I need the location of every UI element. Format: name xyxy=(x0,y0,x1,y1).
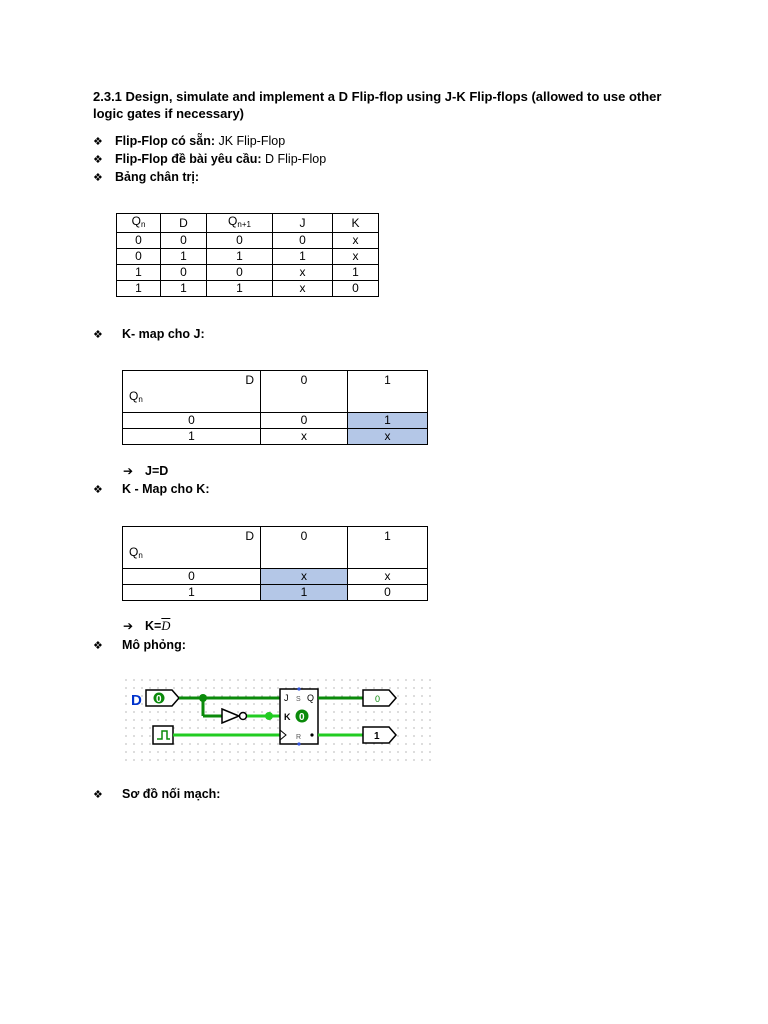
diamond-bullet-icon: ❖ xyxy=(93,640,103,652)
header-qn: $Q_n$ xyxy=(117,214,161,233)
wire-junction xyxy=(265,712,273,720)
bullet-wiring xyxy=(93,786,220,803)
bullet-required-flipflop xyxy=(93,151,326,168)
truth-table-label: Bảng chân trị: xyxy=(115,170,200,184)
diamond-bullet-icon: ❖ xyxy=(93,329,103,341)
diamond-bullet-icon: ❖ xyxy=(93,172,103,184)
required-label: Flip-Flop đề bài yêu cầu: xyxy=(115,152,262,166)
simulation-label: Mô phỏng: xyxy=(122,638,186,652)
table-cell: x xyxy=(273,281,333,297)
table-cell: 1 xyxy=(207,249,273,265)
table-cell: 1 xyxy=(161,281,207,297)
table-cell: 0 xyxy=(161,233,207,249)
table-cell: 1 xyxy=(333,265,379,281)
kmap-col-header: 1 xyxy=(348,371,428,413)
input-d-label: D xyxy=(131,692,142,709)
right-arrow-icon: ➔ xyxy=(123,464,134,478)
table-cell: x xyxy=(273,265,333,281)
table-row xyxy=(117,249,379,265)
kmap-row-label: 0 xyxy=(123,569,261,585)
required-value: D Flip-Flop xyxy=(261,152,327,166)
table-row xyxy=(123,585,428,601)
kmap-header-row xyxy=(123,371,428,413)
table-cell: 0 xyxy=(273,233,333,249)
table-row xyxy=(117,265,379,281)
table-row xyxy=(123,413,428,429)
table-cell: 0 xyxy=(117,233,161,249)
right-arrow-icon: ➔ xyxy=(123,619,134,633)
table-row xyxy=(123,429,428,445)
diamond-bullet-icon: ❖ xyxy=(93,789,103,801)
table-cell: x xyxy=(333,249,379,265)
table-row xyxy=(117,281,379,297)
kmap-header-row xyxy=(123,527,428,569)
table-cell: 1 xyxy=(117,265,161,281)
simulation-circuit xyxy=(122,676,432,766)
table-cell: 1 xyxy=(207,281,273,297)
kmap-corner: D $Q_n$ xyxy=(123,527,261,569)
bullet-kmap-k xyxy=(93,481,210,498)
input-pin-d-value: 0 xyxy=(156,694,162,705)
kmap-cell: x xyxy=(261,429,348,445)
kmap-k-table xyxy=(122,526,428,601)
not-gate-bubble xyxy=(240,713,247,720)
ff-state-value: 0 xyxy=(299,712,305,723)
kmap-col-header: 0 xyxy=(261,527,348,569)
header-qn1: $Q_{n+1}$ xyxy=(207,214,273,233)
kmap-row-label: 1 xyxy=(123,585,261,601)
kmap-cell: 0 xyxy=(261,413,348,429)
pin-r-label: R xyxy=(296,734,302,741)
kmap-k-label: K - Map cho K: xyxy=(122,482,210,496)
kmap-j-result: ➔ J=D xyxy=(123,464,169,478)
kmap-cell-highlighted: x xyxy=(261,569,348,585)
kmap-corner: D $Q_n$ xyxy=(123,371,261,413)
diamond-bullet-icon: ❖ xyxy=(93,136,103,148)
clock-source[interactable] xyxy=(153,726,173,744)
kmap-col-header: 0 xyxy=(261,371,348,413)
available-label: Flip-Flop có sẵn: xyxy=(115,134,215,148)
section-title: 2.3.1 Design, simulate and implement a D Flip-flop using J-K Flip-flops (allowed to use other logic gates if necessary) xyxy=(93,89,662,121)
kmap-k-result: ➔ $K=\overline{D}$ xyxy=(123,619,171,633)
output-pin-q-value: 0 xyxy=(375,694,381,704)
table-cell: x xyxy=(333,233,379,249)
table-cell: 0 xyxy=(333,281,379,297)
table-cell: 1 xyxy=(161,249,207,265)
header-d: D xyxy=(161,214,207,233)
kmap-cell: x xyxy=(348,569,428,585)
header-k: K xyxy=(333,214,379,233)
table-row xyxy=(117,233,379,249)
wiring-label: Sơ đồ nối mạch: xyxy=(122,787,221,801)
kmap-row-label: 0 xyxy=(123,413,261,429)
pin-j-label: J xyxy=(284,693,289,703)
diamond-bullet-icon: ❖ xyxy=(93,484,103,496)
table-cell: 0 xyxy=(161,265,207,281)
header-j: J xyxy=(273,214,333,233)
available-value: JK Flip-Flop xyxy=(215,134,286,148)
table-cell: 0 xyxy=(207,233,273,249)
kmap-j-table xyxy=(122,370,428,445)
bullet-available-flipflop xyxy=(93,133,285,150)
kmap-cell: 0 xyxy=(348,585,428,601)
kmap-row-label: 1 xyxy=(123,429,261,445)
truth-table xyxy=(116,213,379,297)
table-cell: 0 xyxy=(207,265,273,281)
pin-s-label: S xyxy=(296,696,301,703)
diamond-bullet-icon: ❖ xyxy=(93,154,103,166)
pin-k-label: K xyxy=(284,712,291,722)
table-cell: 1 xyxy=(117,281,161,297)
output-pin-qbar-value: 1 xyxy=(374,731,380,742)
table-cell: 0 xyxy=(117,249,161,265)
kmap-cell-highlighted: 1 xyxy=(261,585,348,601)
table-cell: 1 xyxy=(273,249,333,265)
table-row xyxy=(123,569,428,585)
pin-q-label: Q xyxy=(307,693,315,703)
bullet-simulation xyxy=(93,637,186,654)
kmap-col-header: 1 xyxy=(348,527,428,569)
kmap-cell-highlighted: 1 xyxy=(348,413,428,429)
bullet-truth-table xyxy=(93,169,199,186)
kmap-j-label: K- map cho J: xyxy=(122,327,205,341)
bullet-kmap-j xyxy=(93,326,205,343)
kmap-cell-highlighted: x xyxy=(348,429,428,445)
truth-table-header xyxy=(117,214,379,233)
